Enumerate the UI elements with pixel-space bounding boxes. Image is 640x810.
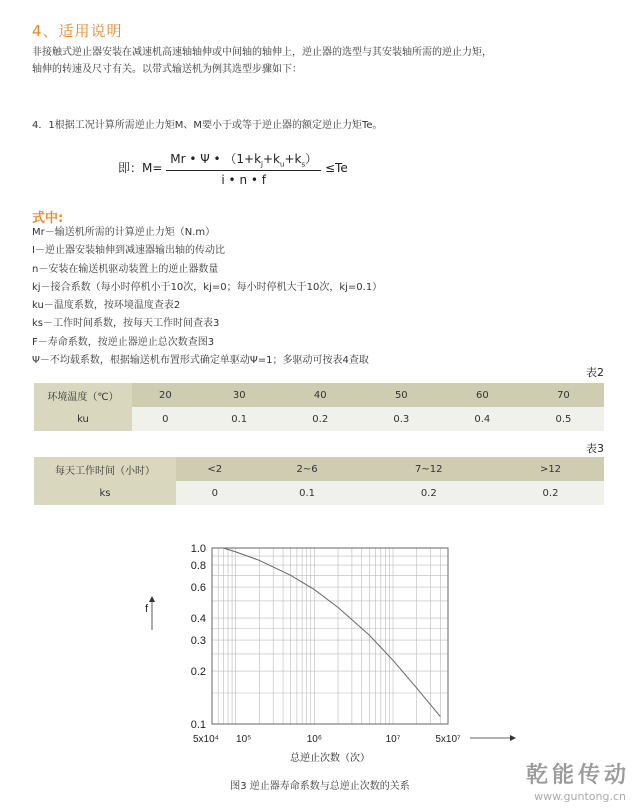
life-coefficient-curve <box>224 548 441 717</box>
y-tick-label: 0.6 <box>190 582 206 595</box>
definition-item: kj－接合系数（每小时停机小于10次，kj=0；每小时停机大于10次，kj=0.1） <box>32 281 383 293</box>
table-row <box>34 457 604 481</box>
formula-denominator: i • n • f <box>221 173 266 188</box>
brand-logo: 乾能传动 <box>525 763 630 788</box>
x-tick-label: 10⁷ <box>385 734 401 745</box>
y-tick-label: 0.1 <box>190 719 206 731</box>
table-cell: >12 <box>497 457 604 481</box>
x-tick-label: 10⁵ <box>236 734 252 745</box>
table2-tag: 表2 <box>586 366 604 379</box>
definition-item: F－寿命系数，按逆止器逆止总次数查图3 <box>32 336 215 348</box>
intro-line-1: 非接触式逆止器安装在减速机高速轴轴伸或中间轴的轴伸上，逆止器的选型与其安装轴所需的逆止力矩， <box>32 47 492 58</box>
table-cell: 0.5 <box>523 407 604 431</box>
table3 <box>34 457 604 505</box>
table-cell: 30 <box>199 383 280 407</box>
table3-tag: 表3 <box>586 442 604 455</box>
x-axis-label: 总逆止次数（次） <box>290 753 370 764</box>
section-title: 4、适用说明 <box>32 22 123 40</box>
table-row <box>34 481 604 505</box>
x-axis-arrowhead <box>510 735 516 741</box>
formula-numerator: Mr • Ψ • $(1+k_j+k_u+k_s)$ <box>166 150 321 171</box>
table-row <box>34 383 604 407</box>
table-cell: 0.2 <box>497 481 604 505</box>
table-cell: 60 <box>442 383 523 407</box>
plot-frame <box>212 548 448 724</box>
definitions-title: 式中: <box>32 211 64 226</box>
table-cell: 50 <box>361 383 442 407</box>
x-tick-label: 5x10⁷ <box>435 734 461 745</box>
table-cell: 40 <box>280 383 361 407</box>
y-tick-label: 1.0 <box>190 543 206 555</box>
formula-suffix: ≤Te <box>324 161 348 176</box>
intro-paragraph <box>32 44 622 78</box>
intro-line-2: 轴伸的转速及尺寸有关。以带式输送机为例其选型步骤如下： <box>32 64 302 75</box>
x-tick-label: 10⁶ <box>306 734 322 745</box>
formula <box>118 150 348 187</box>
y-axis-arrowhead <box>149 596 155 602</box>
table-cell: <2 <box>176 457 254 481</box>
table-cell: 20 <box>132 383 199 407</box>
figure3-chart <box>0 530 640 770</box>
table2-row-label: ku <box>34 407 132 431</box>
table-cell: 0.1 <box>199 407 280 431</box>
table-cell: 0 <box>176 481 254 505</box>
definition-item: Ψ－不均载系数，根据输送机布置形式确定单驱动Ψ=1；多驱动可按表4查取 <box>32 355 369 367</box>
table-cell: 70 <box>523 383 604 407</box>
table-cell: 0.4 <box>442 407 523 431</box>
formula-prefix: 即：M= <box>118 161 163 176</box>
definitions-list <box>32 224 382 370</box>
table2 <box>34 383 604 431</box>
y-tick-label: 0.2 <box>190 666 206 679</box>
table3-header-label: 每天工作时间（小时） <box>34 457 176 481</box>
x-tick-label: 5x10⁴ <box>193 734 219 745</box>
y-tick-label: 0.8 <box>190 560 206 573</box>
step-text: 4．1根据工况计算所需逆止力矩M、M要小于或等于逆止器的额定逆止力矩Te。 <box>32 120 383 131</box>
table-cell: 0 <box>132 407 199 431</box>
table-cell: 0.2 <box>280 407 361 431</box>
definition-item: ks－工作时间系数，按每天工作时间查表3 <box>32 318 220 330</box>
definition-item: I－逆止器安装轴伸到减速器输出轴的传动比 <box>32 245 225 257</box>
table-cell: 0.1 <box>254 481 361 505</box>
formula-fraction <box>166 150 321 187</box>
table-cell: 0.2 <box>361 481 497 505</box>
y-tick-label: 0.3 <box>190 635 206 648</box>
y-tick-label: 0.4 <box>190 613 206 626</box>
table2-header-label: 环境温度（℃） <box>34 383 132 407</box>
definition-item: Mr－输送机所需的计算逆止力矩（N.m） <box>32 227 216 238</box>
table-cell: 2~6 <box>254 457 361 481</box>
definition-item: n－安装在输送机驱动装置上的逆止器数量 <box>32 263 219 275</box>
table-cell: 7~12 <box>361 457 497 481</box>
table-row <box>34 407 604 431</box>
table3-row-label: ks <box>34 481 176 505</box>
brand-url: www.guntong.cn <box>534 790 626 803</box>
definition-item: ku－温度系数，按环境温度查表2 <box>32 300 181 312</box>
y-axis-label: f <box>144 603 148 615</box>
table-cell: 0.3 <box>361 407 442 431</box>
figure-caption: 图3 逆止器寿命系数与总逆止次数的关系 <box>230 781 410 792</box>
